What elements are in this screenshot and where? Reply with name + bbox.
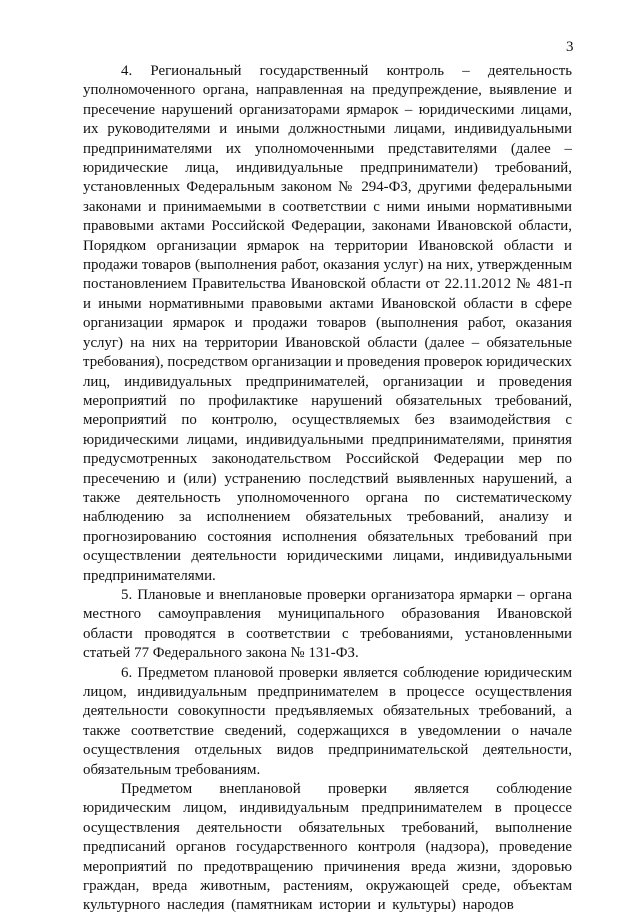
paragraph-4-regional-control: 4. Региональный государственный контроль – деятельность уполномоченного органа, направленная на предупреждение, выявление и пресечение нарушений организаторами ярмарок – юридическими лицами, их руководителями и иными должностными лицами, индивидуальными предпринимателями их уполномоченными представителями (далее – юридические лица, индивидуальные предприниматели) требований, установленных Федеральным законом № 294-ФЗ, другими федеральными законами и принимаемыми в соответствии с ними иными нормативными правовыми актами Российской Федерации, законами Ивановской области, Порядком организации ярмарок на территории Ивановской области и продажи товаров (выполнения работ, оказания услуг) на них, утвержденным постановлением Правительства Ивановской области от 22.11.2012 № 481-п и иными нормативными правовыми актами Ивановской области в сфере организации ярмарок и продажи товаров (выполнения работ, оказания услуг) на них на территории Ивановской области (далее – обязательные требования), посредством организации и проведения проверок юридических лиц, индивидуальных предпринимателей, организации и проведения мероприятий по профилактике нарушений обязательных требований, мероприятий по контролю, осуществляемых без взаимодействия с юридическими лицами, индивидуальными предпринимателями, принятия предусмотренных законодательством Российской Федерации мер по пресечению и (или) устранению последствий выявленных нарушений, а также деятельность уполномоченного органа по систематическому наблюдению за исполнением обязательных требований, анализу и прогнозированию состояния исполнения обязательных требований при осуществлении деятельности юридическими лицами, индивидуальными предпринимателями.	[83, 63, 572, 584]
document-body	[83, 62, 572, 916]
page-number: 3	[566, 39, 574, 55]
paragraph-5-inspections: 5. Плановые и внеплановые проверки организатора ярмарки – органа местного самоуправления муниципального образования Ивановской области проводятся в соответствии с требованиями, установленными статьей 77 Федерального закона № 131-ФЗ.	[83, 586, 572, 662]
paragraph-unplanned-inspection-subject: Предметом внеплановой проверки является соблюдение юридическим лицом, индивидуальным предпринимателем в процессе осуществления деятельности обязательных требований, выполнение предписаний органов государственного контроля (надзора), проведение мероприятий по предотвращению причинения вреда жизни, здоровью граждан, вреда животным, растениям, окружающей среде, объектам культурного наследия (памятникам истории и культуры) народов	[83, 781, 572, 914]
paragraph-6-planned-inspection-subject: 6. Предметом плановой проверки является соблюдение юридическим лицом, индивидуальным предпринимателем в процессе осуществления деятельности совокупности предъявляемых обязательных требований, а также соответствие сведений, содержащихся в уведомлении о начале осуществления отдельных видов предпринимательской деятельности, обязательным требованиям.	[83, 664, 572, 778]
